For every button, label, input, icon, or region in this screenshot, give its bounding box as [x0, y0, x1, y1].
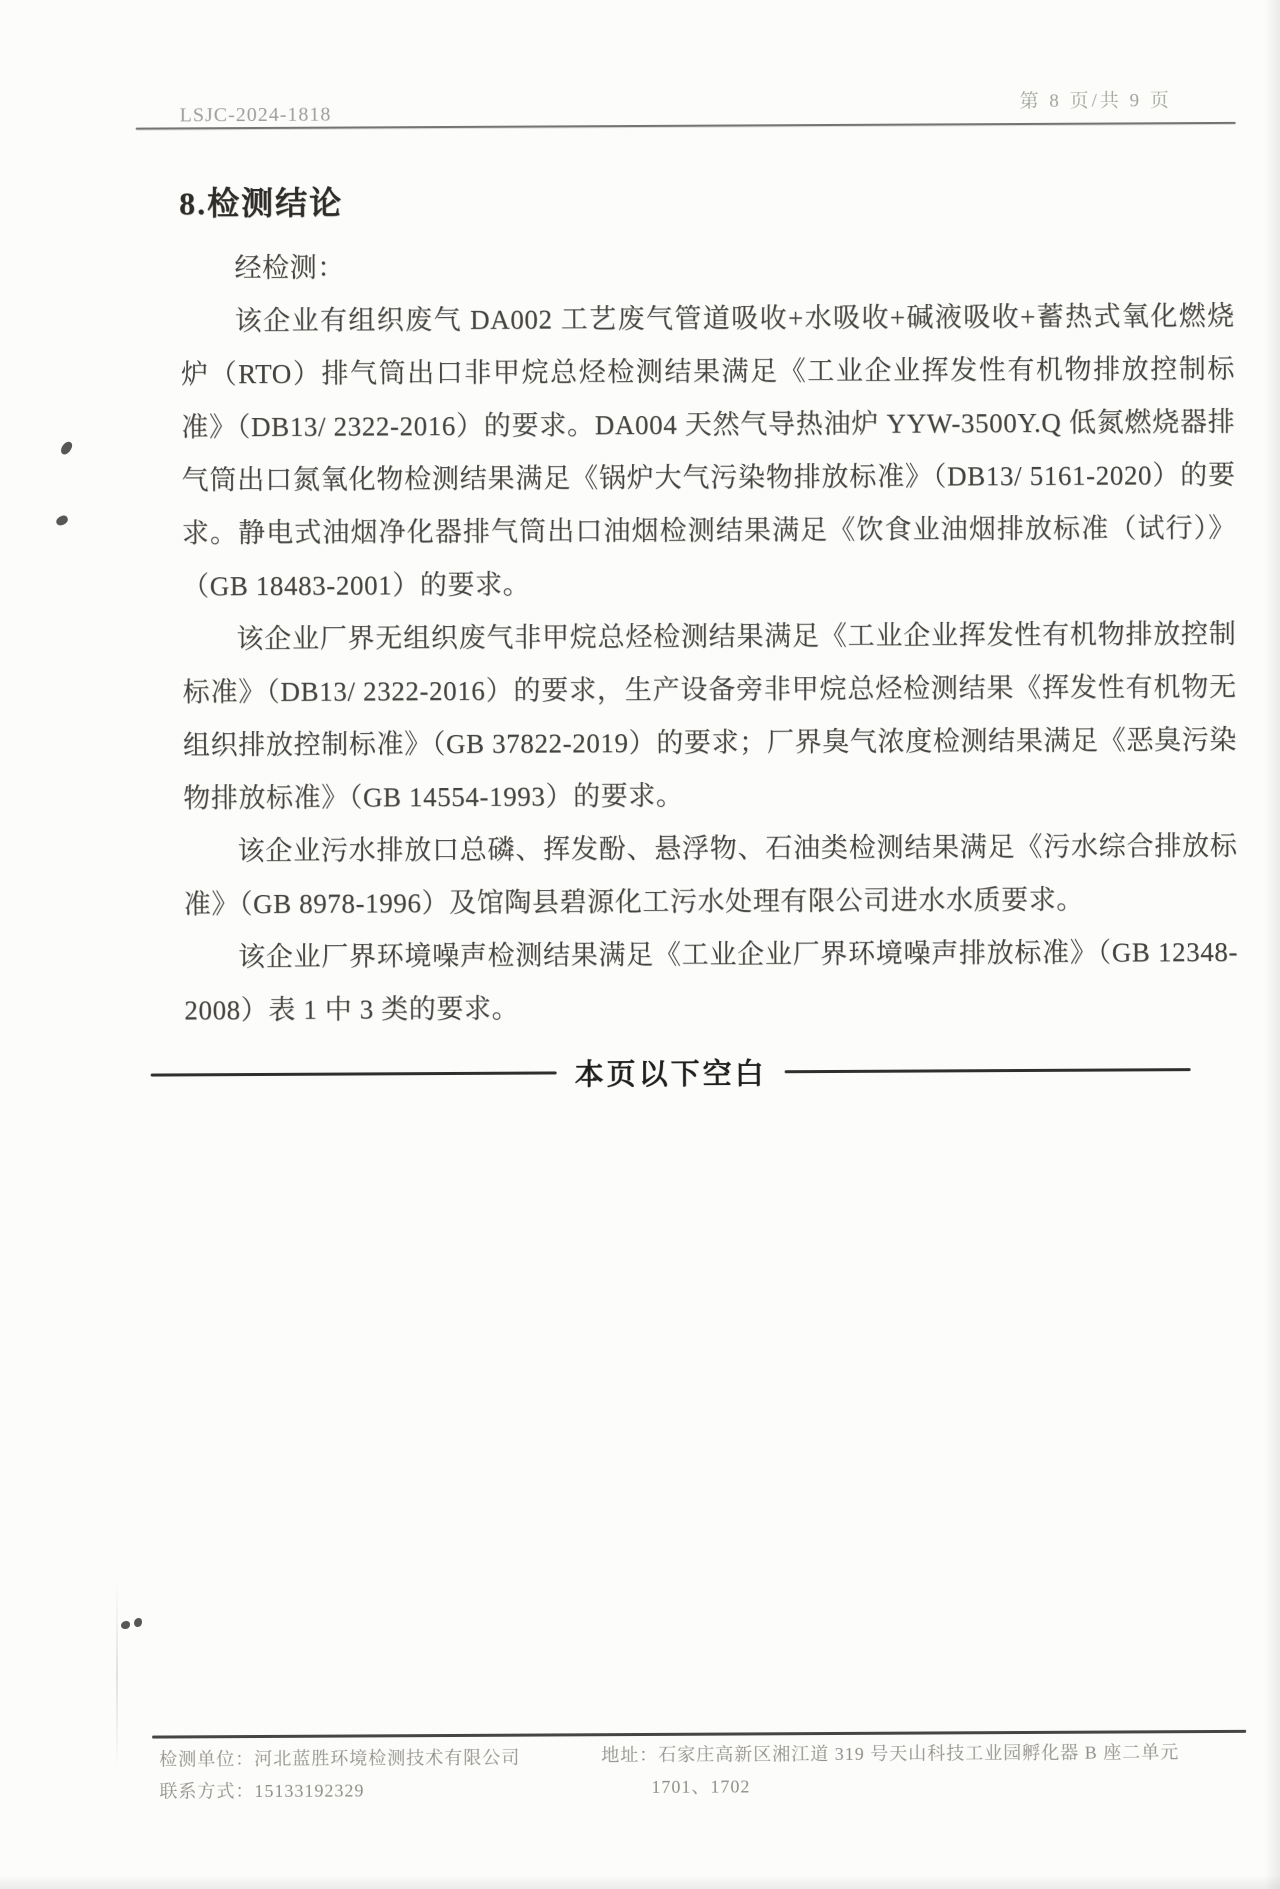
paragraph: 该企业污水排放口总磷、挥发酚、悬浮物、石油类检测结果满足《污水综合排放标准》（GB 8978-1996）及馆陶县碧源化工污水处理有限公司进水水质要求。 [183, 830, 1238, 920]
section-title: 8.检测结论 [179, 184, 344, 222]
footer-address-value: 石家庄高新区湘江道 319 号天山科技工业园孵化器 B 座二单元 [658, 1742, 1180, 1765]
end-marker-label: 本页以下空白 [574, 1058, 767, 1092]
end-marker-line-right [785, 1068, 1191, 1073]
footer-org-line [159, 1741, 589, 1775]
footer-phone-label: 联系方式： [159, 1781, 255, 1802]
report-code: LSJC-2024-1818 [179, 103, 332, 127]
footer-org-label: 检测单位： [159, 1749, 255, 1770]
footer-phone-value: 15133192329 [254, 1780, 365, 1802]
report-body [180, 237, 1238, 1038]
footer-address-label: 地址： [601, 1744, 659, 1766]
paragraph: 该企业厂界环境噪声检测结果满足《工业企业厂界环境噪声排放标准》（GB 12348-2008）表 1 中 3 类的要求。 [184, 936, 1239, 1026]
paragraph: 该企业厂界无组织废气非甲烷总烃检测结果满足《工业企业挥发性有机物排放控制标准》（DB13/ 2322-2016）的要求，生产设备旁非甲烷总烃检测结果《挥发性有机物无组织排放控制标准》（GB 37822-2019）的要求；厂界臭气浓度检测结果满足《恶臭污染物排放标准》（GB 14554-1993）的要求。 [182, 618, 1238, 814]
end-marker-line-left [151, 1071, 557, 1076]
footer-left-column [159, 1741, 589, 1807]
page-indicator: 第 8 页/共 9 页 [1019, 90, 1172, 113]
footer-org-name: 河北蓝胜环境检测技术有限公司 [254, 1747, 521, 1770]
footer-right-column [601, 1736, 1241, 1803]
page-footer [159, 1738, 1249, 1802]
paragraph: 该企业有组织废气 DA002 工艺废气管道吸收+水吸收+碱液吸收+蓄热式氧化燃烧炉（RTO）排气筒出口非甲烷总烃检测结果满足《工业企业挥发性有机物排放控制标准》（DB13/ 2322-2016）的要求。DA004 天然气导热油炉 YYW-3500Y.Q 低氮燃烧器排气筒出口氮氧化物检测结果满足《锅炉大气污染物排放标准》（DB13/ 5161-2020）的要求。静电式油烟净化器排气筒出口油烟检测结果满足《饮食业油烟排放标准（试行）》（GB 18483-2001）的要求。 [180, 300, 1236, 602]
intro-line: 经检测： [234, 252, 345, 284]
footer-address-line1 [601, 1736, 1241, 1771]
paper-crease [116, 1580, 118, 1770]
footer-phone-line [159, 1773, 589, 1807]
footer-address-line2: 1701、1702 [651, 1776, 751, 1797]
end-of-page-marker [151, 1049, 1191, 1095]
